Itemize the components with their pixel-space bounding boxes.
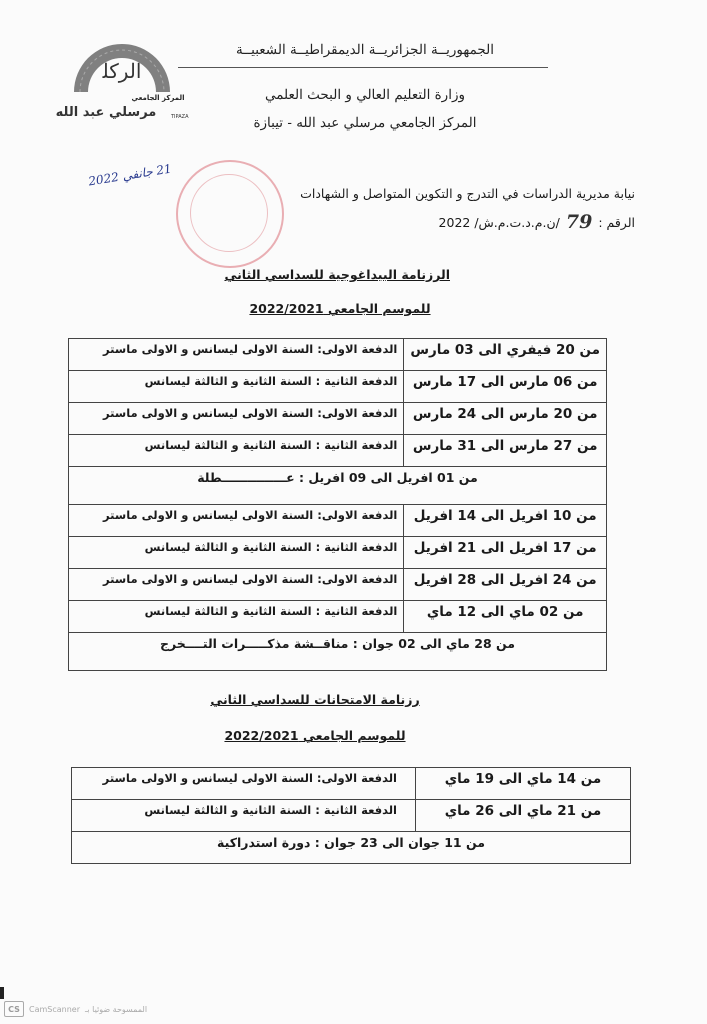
reference-number: [439, 211, 635, 233]
table-row-makeup: [72, 832, 631, 864]
department-line: نيابة مديرية الدراسات في التدرج و التكوين المتواصل و الشهادات: [300, 186, 635, 201]
date-cell: من 24 افريل الى 28 افريل: [404, 569, 607, 601]
camscanner-name: CamScanner: [29, 1004, 81, 1014]
official-seal-icon: [176, 160, 284, 268]
svg-text:ﺍﻟﺮﻛﻠ: ﺍﻟﺮﻛﻠ: [102, 59, 142, 83]
header-divider: [178, 67, 548, 68]
group-cell: الدفعة الثانية : السنة الثانية و الثالثة ليسانس: [72, 800, 416, 832]
date-cell: من 06 مارس الى 17 مارس: [404, 371, 607, 403]
thesis-defense-cell: من 28 ماي الى 02 جوان : مناقــشة مذكـــــرات التــــخرج: [69, 633, 607, 671]
date-cell: من 14 ماي الى 19 ماي: [416, 768, 631, 800]
date-cell: من 20 مارس الى 24 مارس: [404, 403, 607, 435]
exam-calendar-subtitle: للموسم الجامعي 2022/2021: [224, 728, 406, 743]
reference-label: الرقم :: [598, 214, 635, 230]
table-row-holiday: [69, 467, 607, 505]
date-cell: من 27 مارس الى 31 مارس: [404, 435, 607, 467]
scan-edge-mark: [0, 987, 4, 999]
table-row: [69, 371, 607, 403]
date-cell: من 21 ماي الى 26 ماي: [416, 800, 631, 832]
ministry-heading: وزارة التعليم العالي و البحث العلمي: [264, 87, 465, 103]
scanned-with-text: الممسوحة ضوئيا بـ: [85, 1004, 148, 1014]
table-row: [72, 768, 631, 800]
date-cell: من 17 افريل الى 21 افريل: [404, 537, 607, 569]
reference-suffix: /ن.م.د.ت.م.ش/ 2022: [438, 214, 560, 230]
group-cell: الدفعة الاولى: السنة الاولى ليسانس و الاولى ماستر: [69, 505, 404, 537]
svg-text:TIPAZA: TIPAZA: [171, 114, 189, 120]
table-row: [69, 537, 607, 569]
group-cell: الدفعة الاولى: السنة الاولى ليسانس و الاولى ماستر: [72, 768, 416, 800]
group-cell: الدفعة الاولى: السنة الاولى ليسانس و الاولى ماستر: [69, 339, 404, 371]
table-row: [69, 435, 607, 467]
table-row-defense: [69, 633, 607, 671]
holiday-cell: من 01 افريل الى 09 افريل : عـــــــــــــــطلة: [69, 467, 607, 505]
table-row: [69, 569, 607, 601]
center-heading: المركز الجامعي مرسلي عبد الله - تيبازة: [253, 115, 477, 131]
group-cell: الدفعة الثانية : السنة الثانية و الثالثة ليسانس: [69, 601, 404, 633]
date-cell: من 20 فيفري الى 03 مارس: [404, 339, 607, 371]
table-row: [69, 403, 607, 435]
table-row: [69, 505, 607, 537]
pedagogical-calendar-subtitle: للموسم الجامعي 2022/2021: [249, 301, 431, 316]
date-stamp: 21 جانفي 2022: [87, 161, 173, 189]
group-cell: الدفعة الثانية : السنة الثانية و الثالثة ليسانس: [69, 537, 404, 569]
table-row: [69, 339, 607, 371]
date-cell: من 02 ماي الى 12 ماي: [404, 601, 607, 633]
camscanner-icon: CS: [4, 1001, 24, 1017]
pedagogical-calendar-table: [68, 338, 607, 671]
table-row: [69, 601, 607, 633]
group-cell: الدفعة الاولى: السنة الاولى ليسانس و الاولى ماستر: [69, 569, 404, 601]
university-logo-icon: [55, 30, 196, 130]
pedagogical-calendar-title: الرزنامة البيداغوجية للسداسي الثاني: [224, 267, 450, 282]
exam-calendar-title: رزنامة الامتحانات للسداسي الثاني: [210, 692, 420, 707]
university-logo: [55, 30, 196, 130]
group-cell: الدفعة الاولى: السنة الاولى ليسانس و الاولى ماستر: [69, 403, 404, 435]
group-cell: الدفعة الثانية : السنة الثانية و الثالثة ليسانس: [69, 435, 404, 467]
makeup-session-cell: من 11 جوان الى 23 جوان : دورة استدراكية: [72, 832, 631, 864]
exam-calendar-table: [71, 767, 631, 864]
handwritten-number: 79: [565, 211, 593, 233]
camscanner-watermark: [4, 1001, 147, 1017]
group-cell: الدفعة الثانية : السنة الثانية و الثالثة ليسانس: [69, 371, 404, 403]
svg-text:مرسلي عبد الله: مرسلي عبد الله: [55, 105, 157, 120]
date-cell: من 10 افريل الى 14 افريل: [404, 505, 607, 537]
table-row: [72, 800, 631, 832]
republic-heading: الجمهوريــة الجزائريــة الديمقراطيــة الشعبيــة: [236, 42, 494, 58]
svg-text:المركز الجامعي: المركز الجامعي: [131, 94, 185, 102]
